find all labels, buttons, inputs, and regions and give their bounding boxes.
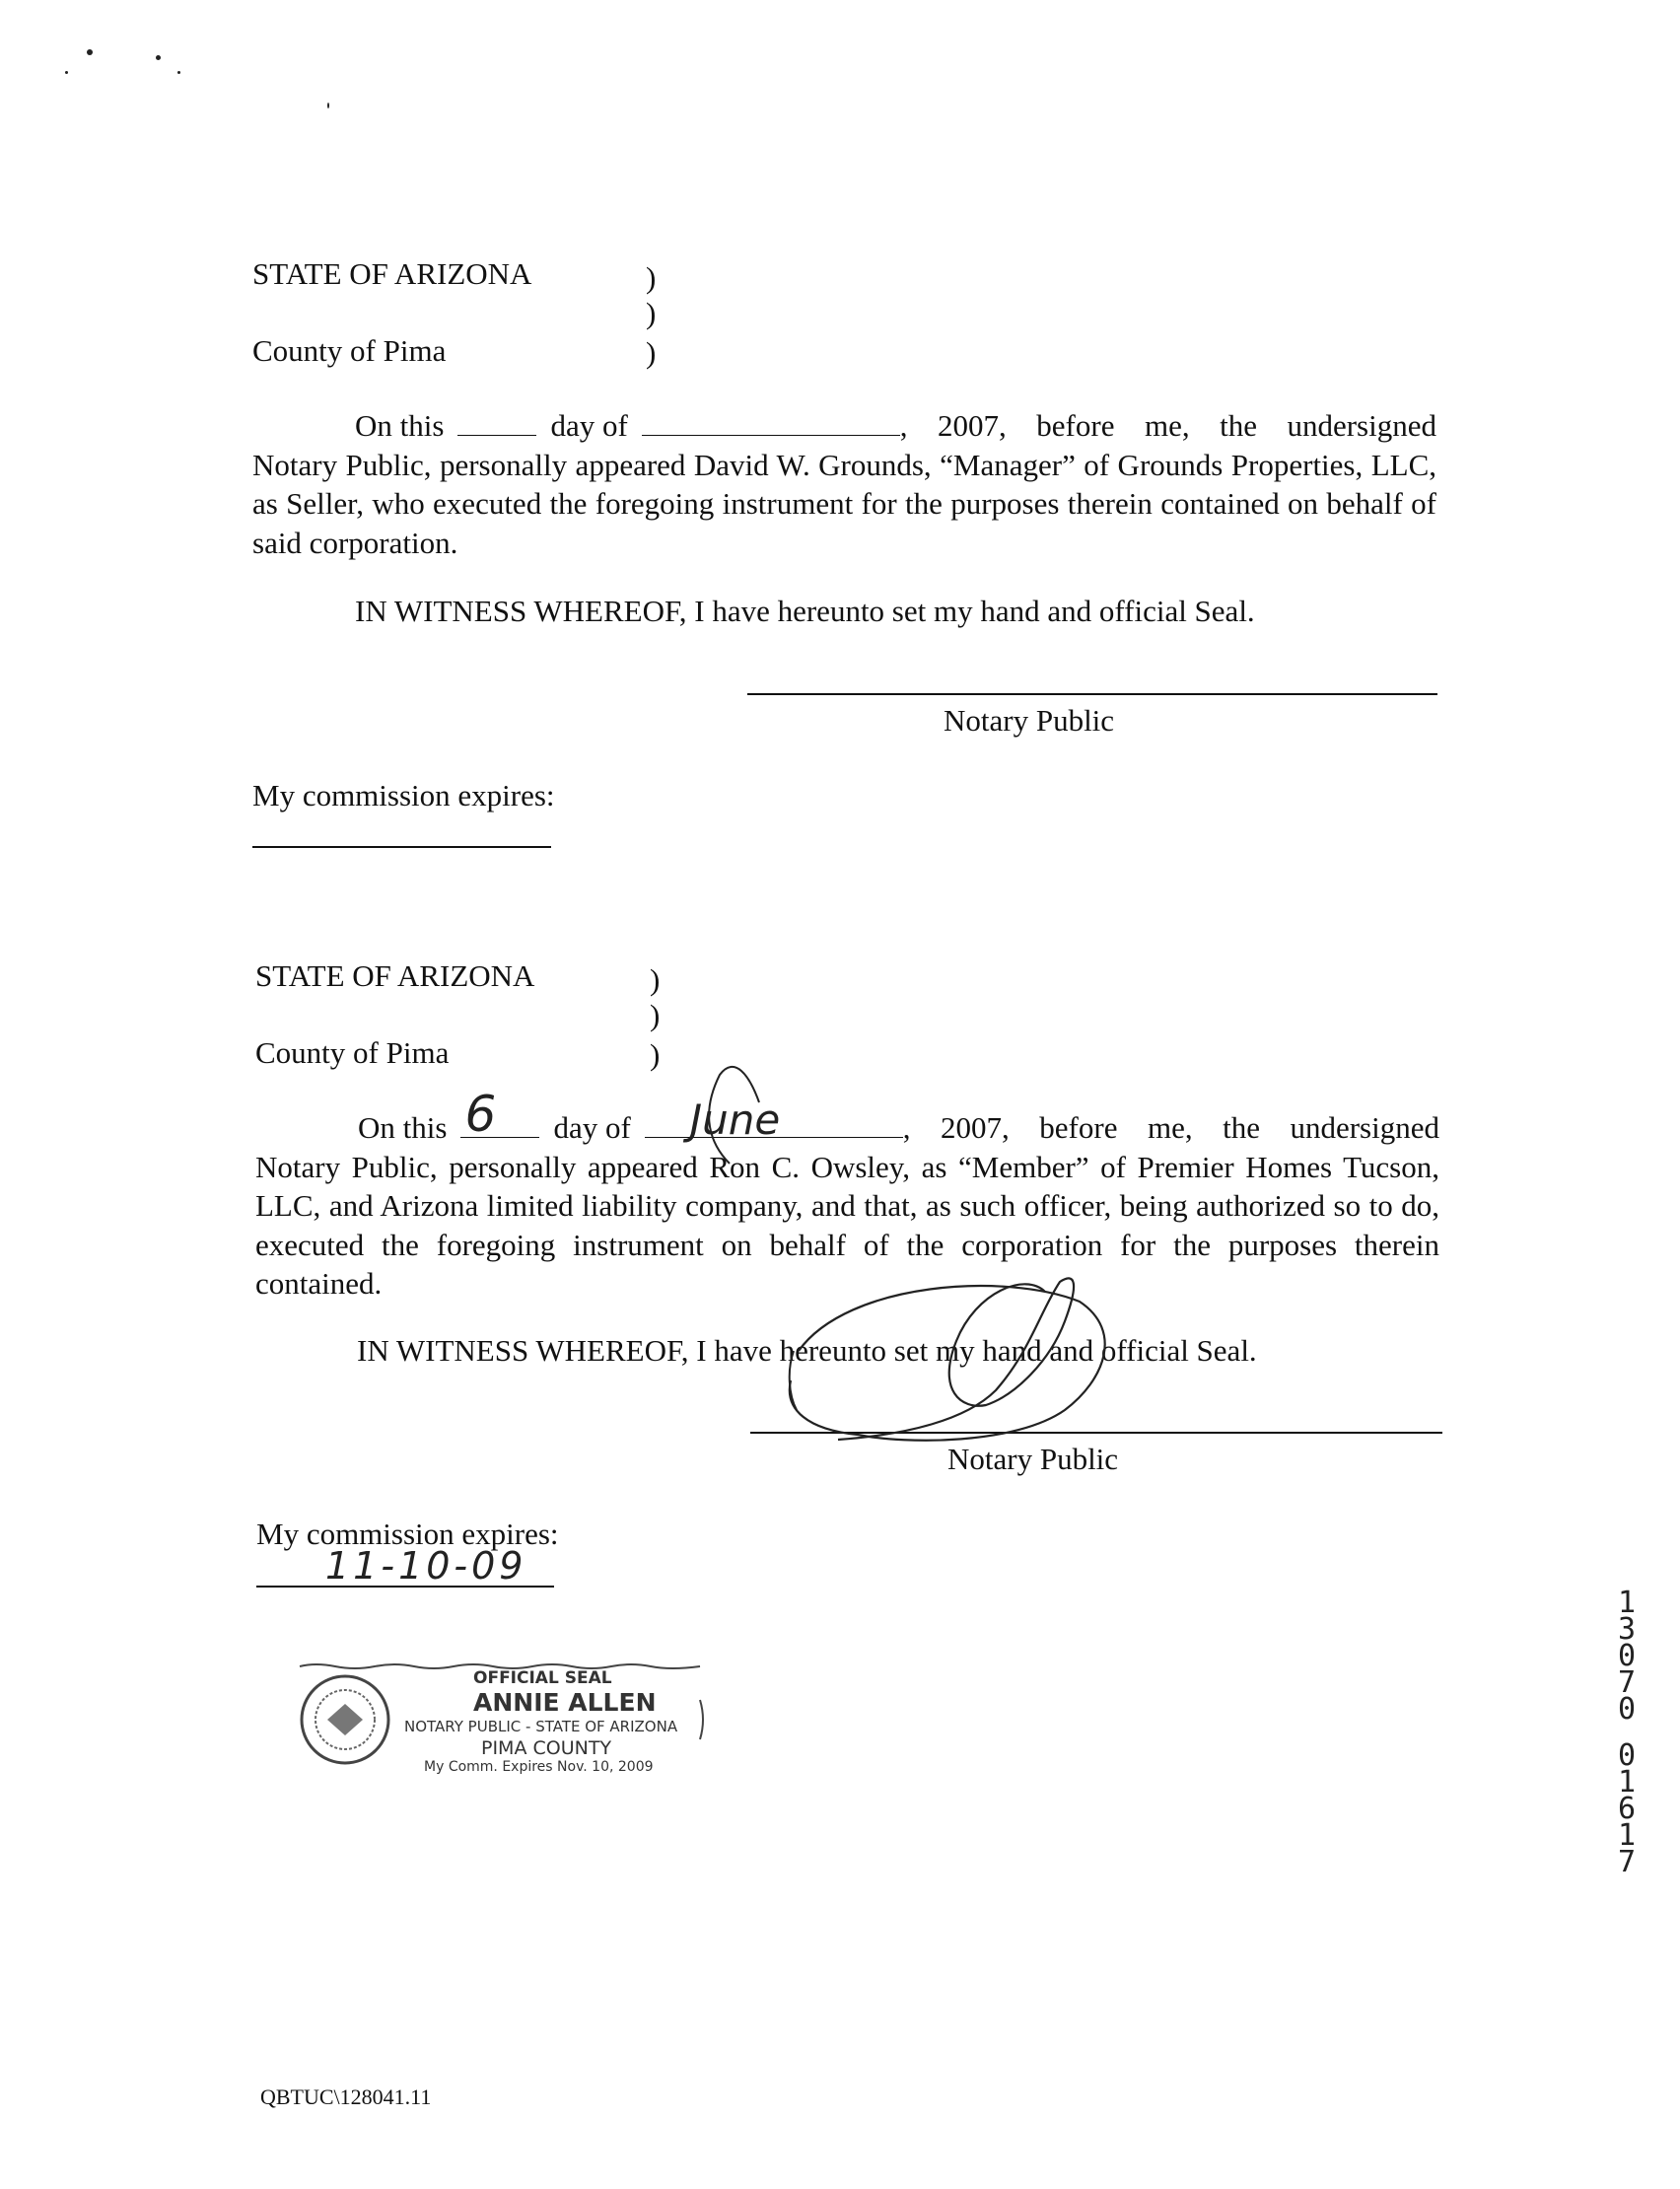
text: , 2007, before me, the undersigned <box>902 1110 1439 1145</box>
digit: 7 <box>1617 1665 1637 1700</box>
notary-public-label-1: Notary Public <box>944 703 1115 738</box>
digit: 7 <box>1617 1845 1637 1879</box>
scan-speck <box>65 71 68 74</box>
county-heading-1: County of Pima <box>252 333 447 368</box>
paren: ) <box>646 335 657 370</box>
day-blank <box>457 411 536 436</box>
notary-signature-line-1 <box>747 693 1437 695</box>
seal-line-3: NOTARY PUBLIC - STATE OF ARIZONA <box>404 1718 678 1735</box>
paren: ) <box>650 1037 661 1072</box>
digit: 1 <box>1617 1586 1637 1620</box>
digit: 0 <box>1617 1692 1637 1727</box>
paren: ) <box>650 962 661 997</box>
county-heading-2: County of Pima <box>255 1035 450 1070</box>
acknowledgment-paragraph-1 <box>252 406 1436 562</box>
commission-date-line-1 <box>252 846 551 848</box>
scan-speck <box>156 55 161 60</box>
state-heading-1: STATE OF ARIZONA <box>252 256 532 291</box>
day-blank <box>460 1086 539 1143</box>
month-blank <box>642 411 900 436</box>
recording-number-vertical <box>1607 1586 1646 1879</box>
paren: ) <box>646 260 657 295</box>
text: On this <box>358 1110 448 1145</box>
witness-clause-2: IN WITNESS WHEREOF, I have hereunto set my hand and official Seal. <box>357 1333 1257 1368</box>
notary-signature-scribble <box>690 1055 1144 1459</box>
acknowledgment-body-1: Notary Public, personally appeared David W. Grounds, “Manager” of Grounds Properties, LLC, as Seller, who executed the foregoing instrument for the purposes therein contained on behalf of said corporation. <box>252 447 1436 560</box>
commission-expires-label-2: My commission expires: <box>256 1517 559 1551</box>
seal-notary-name: ANNIE ALLEN <box>473 1688 657 1717</box>
text: On this <box>355 408 445 443</box>
digit: 1 <box>1617 1765 1637 1800</box>
document-footer-code: QBTUC\128041.11 <box>260 2084 432 2109</box>
scan-speck <box>87 49 93 55</box>
seal-expiration: My Comm. Expires Nov. 10, 2009 <box>424 1759 654 1775</box>
digit: 3 <box>1617 1612 1637 1647</box>
handwritten-month: June <box>689 1095 781 1144</box>
notary-public-label-2: Notary Public <box>947 1442 1119 1476</box>
paren: ) <box>650 998 661 1032</box>
commission-expires-label-1: My commission expires: <box>252 778 555 812</box>
seal-line-1: OFFICIAL SEAL <box>473 1668 612 1688</box>
official-notary-seal <box>296 1660 710 1781</box>
seal-county: PIMA COUNTY <box>481 1737 612 1759</box>
text: day of <box>550 408 628 443</box>
digit: 6 <box>1617 1792 1637 1826</box>
handwritten-day: 6 <box>464 1086 497 1143</box>
witness-clause-1: IN WITNESS WHEREOF, I have hereunto set my hand and official Seal. <box>355 594 1255 628</box>
scan-speck <box>327 103 329 108</box>
acknowledgment-body-2: Notary Public, personally appeared Ron C. Owsley, as “Member” of Premier Homes Tucson, LLC, and Arizona limited liability company, and that, as such officer, being authorized so to do, executed the foregoing instrument on behalf of the corporation for the purposes therein contained. <box>255 1149 1439 1301</box>
digit: 1 <box>1617 1818 1637 1853</box>
paren: ) <box>646 296 657 330</box>
state-heading-2: STATE OF ARIZONA <box>255 958 535 993</box>
digit: 0 <box>1617 1738 1637 1773</box>
text: day of <box>553 1110 631 1145</box>
text: , 2007, before me, the undersigned <box>899 408 1436 443</box>
digit: 0 <box>1617 1639 1637 1673</box>
scan-speck <box>177 71 180 74</box>
handwritten-commission-date: 11-10-09 <box>325 1544 527 1588</box>
